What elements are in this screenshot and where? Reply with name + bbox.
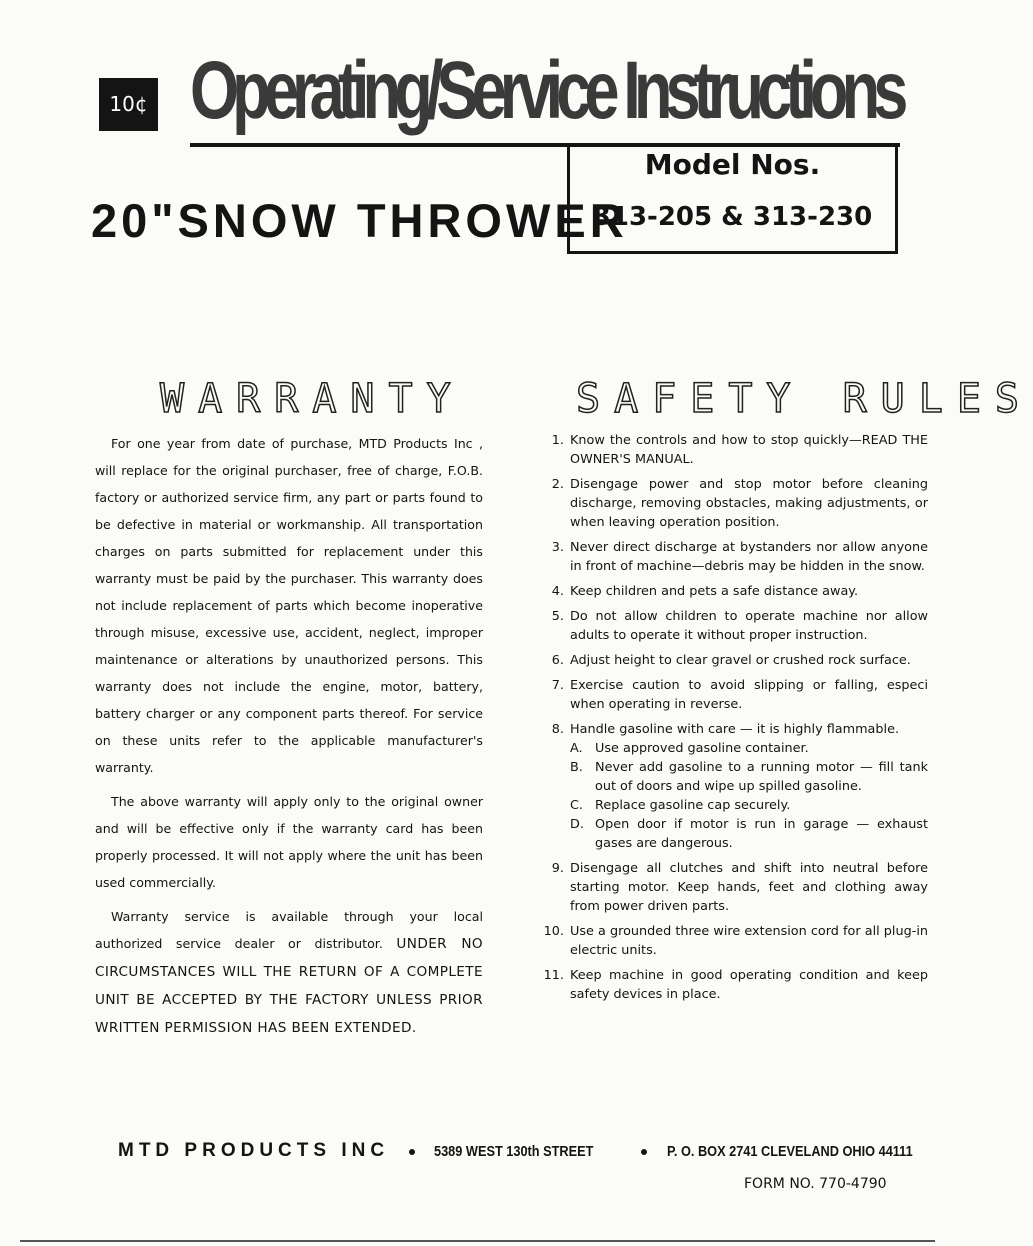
sub-letter: D. bbox=[570, 817, 584, 832]
model-label: Model Nos. bbox=[644, 148, 821, 181]
rule-number: 1. bbox=[551, 433, 564, 448]
sub-letter: B. bbox=[570, 760, 583, 775]
rule-number: 11. bbox=[543, 968, 564, 983]
sub-text: Replace gasoline cap securely. bbox=[595, 798, 791, 813]
safety-heading: SAFETY RULES bbox=[576, 376, 1033, 422]
rule-number: 7. bbox=[551, 678, 564, 693]
safety-rule bbox=[536, 431, 928, 469]
rule-sub-item bbox=[570, 796, 928, 815]
warranty-paragraph-3 bbox=[95, 903, 483, 1042]
safety-rule bbox=[536, 475, 928, 532]
rule-sub-item bbox=[570, 739, 928, 758]
sub-text: Use approved gasoline container. bbox=[595, 741, 809, 756]
rule-number: 3. bbox=[551, 540, 564, 555]
safety-rule bbox=[536, 607, 928, 645]
price-badge: 10¢ bbox=[99, 78, 158, 131]
rule-text: Handle gasoline with care — it is highly flammable. bbox=[570, 722, 900, 737]
rule-text: Never direct discharge at bystanders nor allow anyone in front of machine—debris may be hidden in the snow. bbox=[570, 540, 928, 574]
rule-text: Exercise caution to avoid slipping or falling, especi when operating in reverse. bbox=[570, 678, 928, 712]
safety-rule bbox=[536, 538, 928, 576]
rule-text: Keep children and pets a safe distance away. bbox=[570, 584, 859, 599]
street-address: 5389 WEST 130th STREET bbox=[434, 1143, 594, 1160]
banner-title: Operating/Service Instructions bbox=[190, 45, 902, 136]
safety-rule bbox=[536, 966, 928, 1004]
rule-text: Disengage power and stop motor before cleaning discharge, removing obstacles, making adjustments, or when leaving operation position. bbox=[570, 477, 928, 530]
warranty-paragraph-1: For one year from date of purchase, MTD Products Inc , will replace for the original purchaser, free of charge, F.O.B. factory or authorized service firm, any part or parts found to be defective in material or workmanship. All transportation charges on parts submitted for replacement under this warranty must be paid by the purchaser. This warranty does not include replacement of parts which become inoperative through misuse, excessive use, accident, neglect, improper maintenance or alterations by unauthorized persons. This warranty does not include the engine, motor, battery, battery charger or any component parts thereof. For service on these units refer to the applicable manufacturer's warranty. bbox=[95, 436, 483, 775]
warranty-caps-notice: UNDER NO CIRCUMSTANCES WILL THE RETURN OF A COMPLETE UNIT BE ACCEPTED BY THE FACTORY UNLESS PRIOR WRITTEN PERMISSION HAS BEEN EXTENDED. bbox=[95, 936, 483, 1036]
safety-rules-list bbox=[536, 431, 928, 1010]
safety-rule bbox=[536, 720, 928, 853]
rule-sub-item bbox=[570, 815, 928, 853]
rule-text: Use a grounded three wire extension cord for all plug-in electric units. bbox=[570, 924, 928, 958]
page-bottom-rule bbox=[20, 1240, 935, 1242]
warranty-paragraph-3-text: Warranty service is available through your local authorized service dealer or distributor. bbox=[95, 909, 483, 951]
safety-rule bbox=[536, 859, 928, 916]
warranty-heading: WARRANTY bbox=[160, 376, 465, 422]
warranty-paragraph-2: The above warranty will apply only to the original owner and will be effective only if the warranty card has been properly processed. It will not apply where the unit has been used commercially. bbox=[95, 794, 483, 890]
safety-rule bbox=[536, 922, 928, 960]
sub-text: Open door if motor is run in garage — exhaust gases are dangerous. bbox=[595, 817, 928, 851]
rule-number: 6. bbox=[551, 653, 564, 668]
rule-number: 10. bbox=[543, 924, 564, 939]
safety-rule bbox=[536, 651, 928, 670]
form-number: FORM NO. 770-4790 bbox=[744, 1176, 887, 1192]
rule-text: Disengage all clutches and shift into neutral before starting motor. Keep hands, feet and clothing away from power driven parts. bbox=[570, 861, 928, 914]
sub-letter: C. bbox=[570, 798, 584, 813]
bullet-icon bbox=[641, 1149, 647, 1155]
sub-letter: A. bbox=[570, 741, 583, 756]
rule-number: 4. bbox=[551, 584, 564, 599]
model-numbers: 313-205 & 313-230 bbox=[592, 202, 873, 232]
rule-text: Keep machine in good operating condition and keep safety devices in place. bbox=[570, 968, 928, 1002]
rule-number: 5. bbox=[551, 609, 564, 624]
po-box-address: P. O. BOX 2741 CLEVELAND OHIO 44111 bbox=[666, 1143, 913, 1160]
rule-text: Do not allow children to operate machine nor allow adults to operate it without proper instruction. bbox=[570, 609, 928, 643]
footer bbox=[118, 1140, 956, 1162]
safety-rule bbox=[536, 676, 928, 714]
bullet-icon bbox=[409, 1149, 415, 1155]
company-name: MTD PRODUCTS INC bbox=[118, 1140, 390, 1161]
rule-text: Know the controls and how to stop quickly—READ THE OWNER'S MANUAL. bbox=[570, 433, 928, 467]
sub-text: Never add gasoline to a running motor — fill tank out of doors and wipe up spilled gasoline. bbox=[595, 760, 928, 794]
product-name: 20"SNOW THROWER bbox=[91, 194, 628, 247]
rule-number: 8. bbox=[551, 722, 564, 737]
rule-number: 9. bbox=[551, 861, 564, 876]
rule-text: Adjust height to clear gravel or crushed rock surface. bbox=[570, 653, 911, 668]
warranty-section bbox=[95, 430, 483, 1049]
safety-rule bbox=[536, 582, 928, 601]
rule-number: 2. bbox=[551, 477, 564, 492]
rule-sub-item bbox=[570, 758, 928, 796]
